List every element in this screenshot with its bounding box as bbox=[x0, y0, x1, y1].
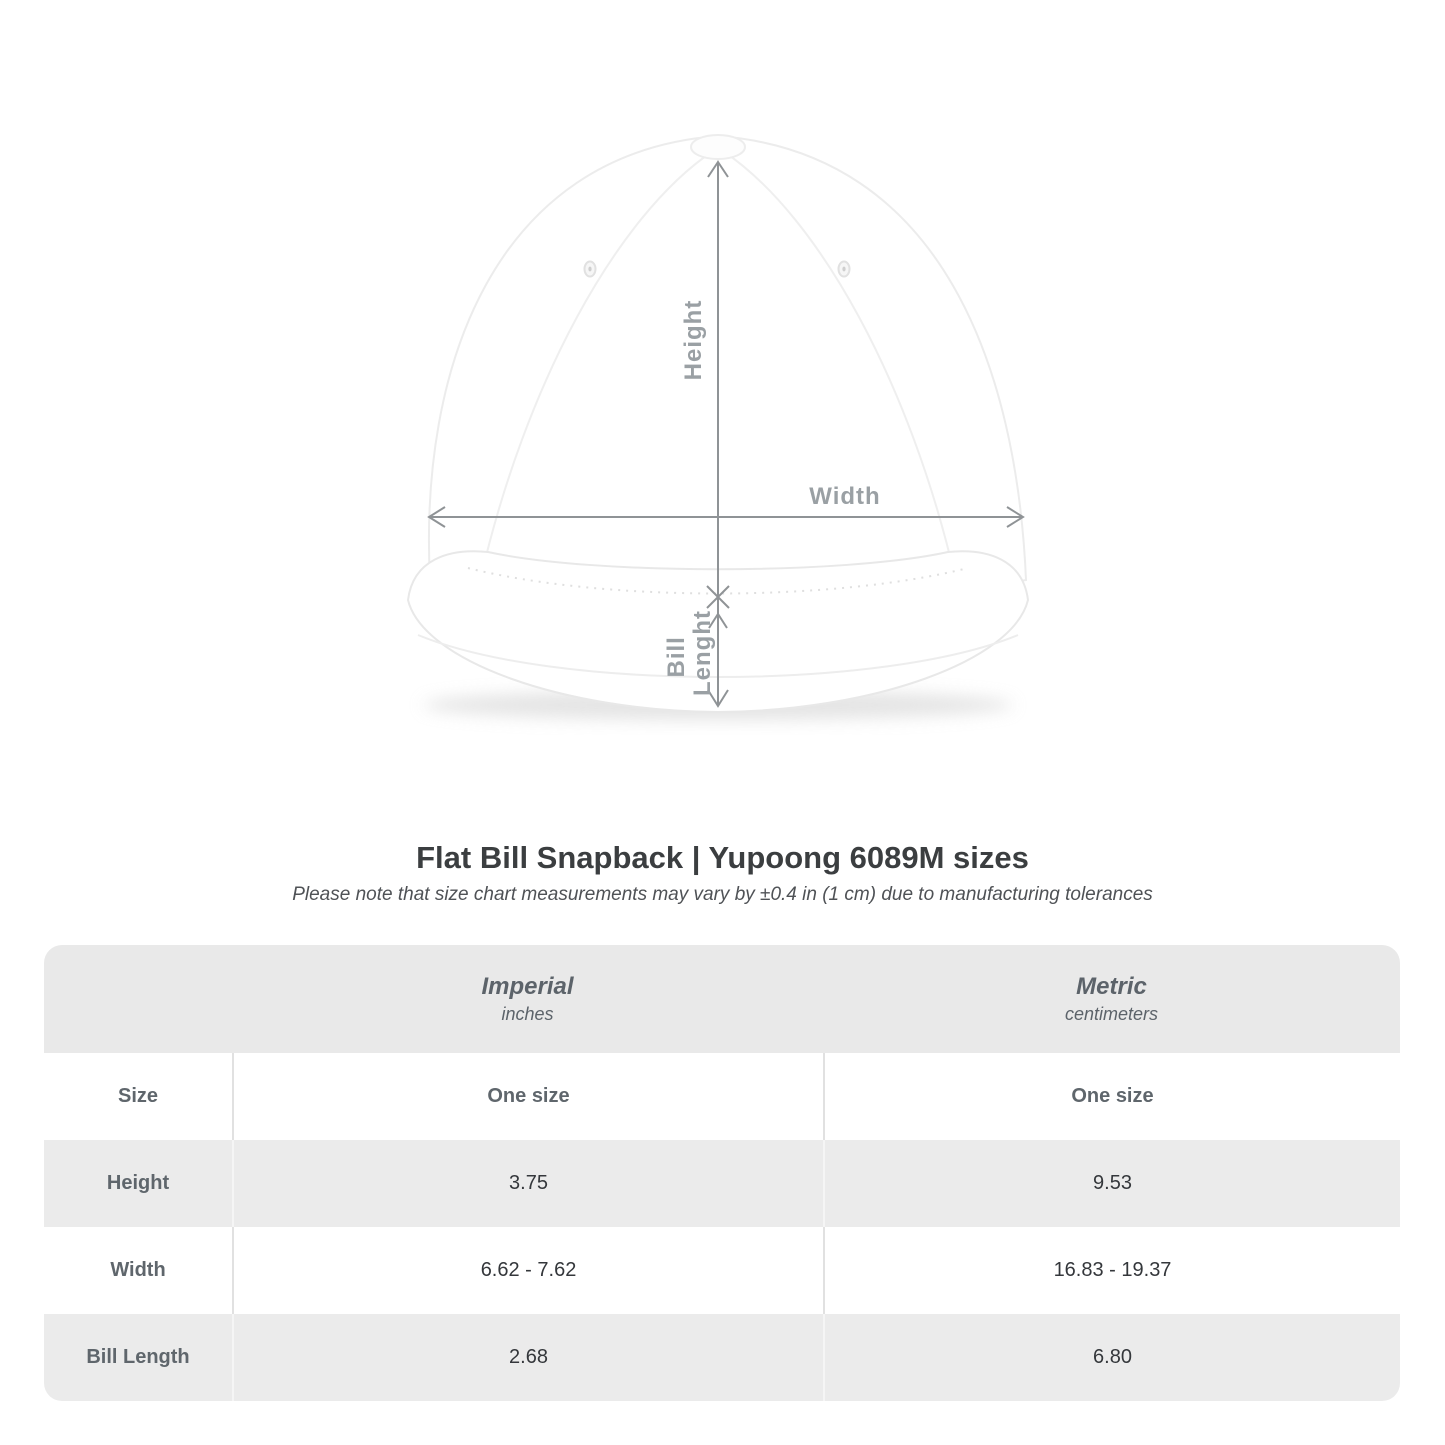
table-row-size bbox=[44, 1053, 1400, 1140]
row-label: Width bbox=[110, 1259, 166, 1281]
imperial-value: 2.68 bbox=[232, 1314, 823, 1401]
metric-header-label: Metric bbox=[1076, 973, 1147, 1000]
snapback-hat-diagram bbox=[393, 105, 1053, 735]
page-title: Flat Bill Snapback | Yupoong 6089M sizes bbox=[416, 840, 1029, 875]
metric-unit-label: centimeters bbox=[1064, 1004, 1159, 1024]
row-label: Size bbox=[117, 1085, 159, 1107]
metric-value: 16.83 - 19.37 bbox=[823, 1227, 1400, 1314]
row-label: Height bbox=[106, 1172, 170, 1194]
imperial-value: One size bbox=[232, 1053, 823, 1140]
imperial-unit-label: inches bbox=[501, 1004, 554, 1024]
size-chart-table bbox=[44, 945, 1400, 1401]
height-dimension-label: Height bbox=[680, 299, 707, 381]
table-row-height bbox=[44, 1140, 1400, 1227]
title-block bbox=[0, 840, 1445, 906]
metric-value: 6.80 bbox=[823, 1314, 1400, 1401]
hat-illustration bbox=[393, 105, 1053, 735]
tolerance-note: Please note that size chart measurements may vary by ±0.4 in (1 cm) due to manufacturing tolerances bbox=[292, 884, 1153, 905]
metric-header-cell bbox=[823, 973, 1400, 1025]
imperial-value: 3.75 bbox=[232, 1140, 823, 1227]
imperial-value: 6.62 - 7.62 bbox=[232, 1227, 823, 1314]
metric-value: One size bbox=[823, 1053, 1400, 1140]
table-row-width bbox=[44, 1227, 1400, 1314]
metric-value: 9.53 bbox=[823, 1140, 1400, 1227]
eyelet-icon-left bbox=[585, 262, 596, 277]
bill-length-label-line1: Bill bbox=[663, 636, 690, 678]
eyelet-icon-right bbox=[839, 262, 850, 277]
width-dimension-label: Width bbox=[809, 483, 881, 510]
table-header-row bbox=[44, 945, 1400, 1053]
imperial-header-cell bbox=[232, 973, 823, 1025]
bill-length-label-line2: Lenght bbox=[689, 610, 716, 696]
imperial-header-label: Imperial bbox=[481, 973, 574, 1000]
hat-crown bbox=[429, 136, 1026, 603]
hat-button bbox=[691, 135, 745, 159]
row-label: Bill Length bbox=[86, 1346, 190, 1368]
table-row-bill-length bbox=[44, 1314, 1400, 1401]
